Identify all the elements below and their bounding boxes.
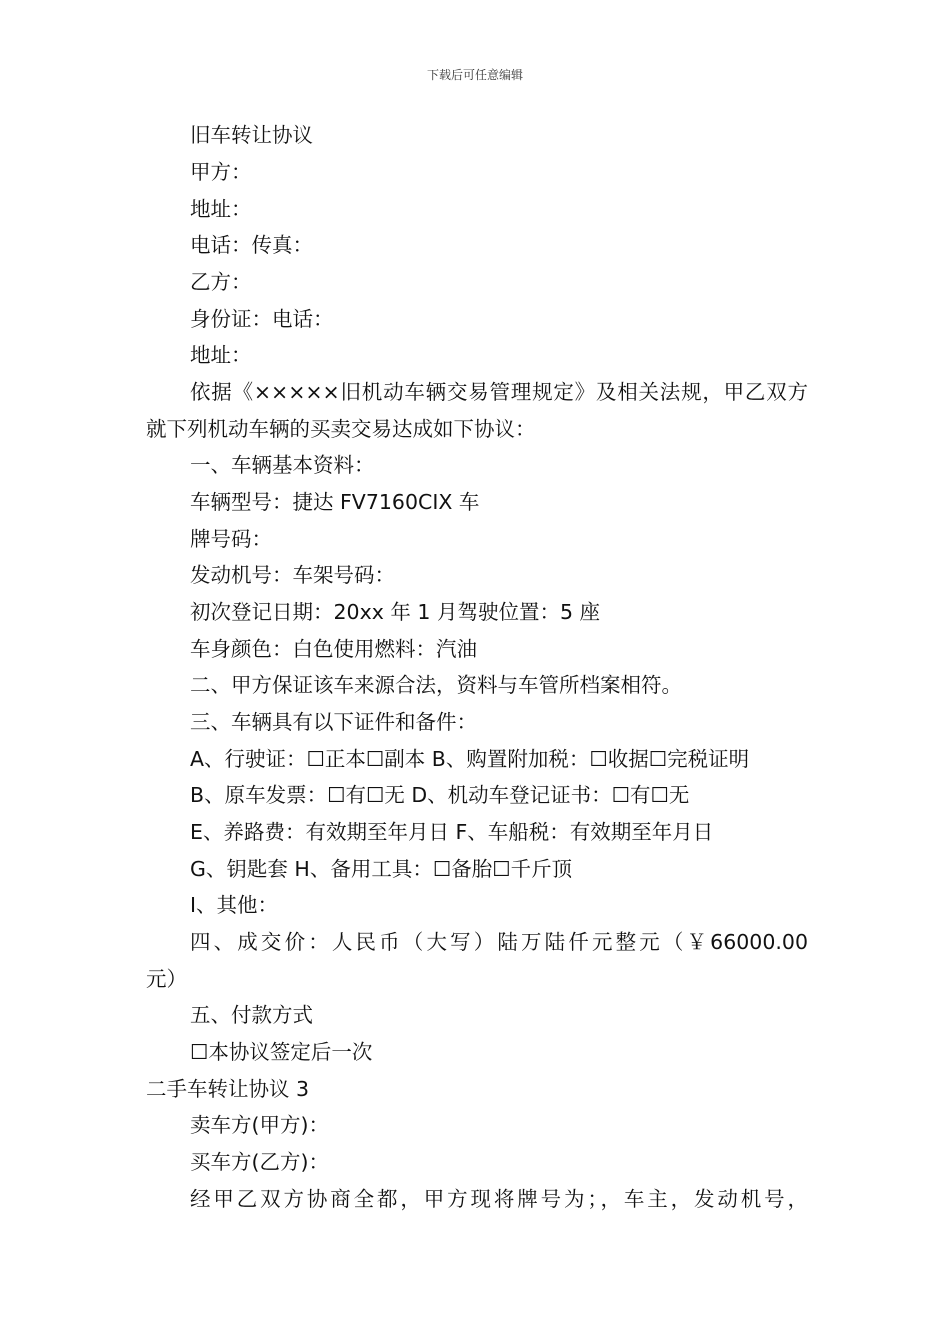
registration-date-line: 初次登记日期：20xx 年 1 月驾驶位置：5 座 (190, 600, 600, 624)
agreement-3-body-line: 经甲乙双方协商全都，甲方现将牌号为；，车主，发动机号， (190, 1187, 808, 1211)
documents-line-a: A、行驶证：☐正本☐副本 B、购置附加税：☐收据☐完税证明 (190, 747, 750, 771)
party-b-line: 乙方： (190, 270, 252, 294)
vehicle-model-line: 车辆型号：捷达 FV7160CIX 车 (190, 490, 480, 514)
seller-line: 卖车方(甲方)： (190, 1113, 329, 1137)
section-2-line: 二、甲方保证该车来源合法，资料与车管所档案相符。 (190, 673, 682, 697)
engine-frame-line: 发动机号：车架号码： (190, 563, 395, 587)
color-fuel-line: 车身颜色：白色使用燃料：汽油 (190, 637, 477, 661)
section-1-heading: 一、车辆基本资料： (190, 453, 375, 477)
phone-fax-line: 电话：传真： (190, 233, 313, 257)
section-5-heading: 五、付款方式 (190, 1003, 313, 1027)
buyer-line: 买车方(乙方)： (190, 1150, 329, 1174)
price-line-1: 四、成交价：人民币（大写）陆万陆仟元整元（￥66000.00 (190, 930, 808, 954)
plate-number-line: 牌号码： (190, 527, 272, 551)
documents-line-g: G、钥匙套 H、备用工具：☐备胎☐千斤顶 (190, 857, 573, 881)
address-line-2: 地址： (190, 343, 252, 367)
price-line-2: 元） (146, 967, 187, 991)
documents-line-e: E、养路费：有效期至年月日 F、车船税：有效期至年月日 (190, 820, 714, 844)
documents-line-i: I、其他： (190, 893, 279, 917)
preamble-line-2: 就下列机动车辆的买卖交易达成如下协议： (146, 417, 536, 441)
document-title: 旧车转让协议 (190, 123, 313, 147)
party-a-line: 甲方： (190, 160, 252, 184)
address-line: 地址： (190, 197, 252, 221)
preamble-line-1: 依据《×××××旧机动车辆交易管理规定》及相关法规，甲乙双方 (190, 380, 808, 404)
payment-option-line: ☐本协议签定后一次 (190, 1040, 373, 1064)
id-phone-line: 身份证：电话： (190, 307, 334, 331)
documents-line-b: B、原车发票：☐有☐无 D、机动车登记证书：☐有☐无 (190, 783, 690, 807)
section-3-heading: 三、车辆具有以下证件和备件： (190, 710, 477, 734)
agreement-3-title: 二手车转让协议 3 (146, 1077, 310, 1101)
page-header: 下载后可任意编辑 (426, 68, 523, 82)
